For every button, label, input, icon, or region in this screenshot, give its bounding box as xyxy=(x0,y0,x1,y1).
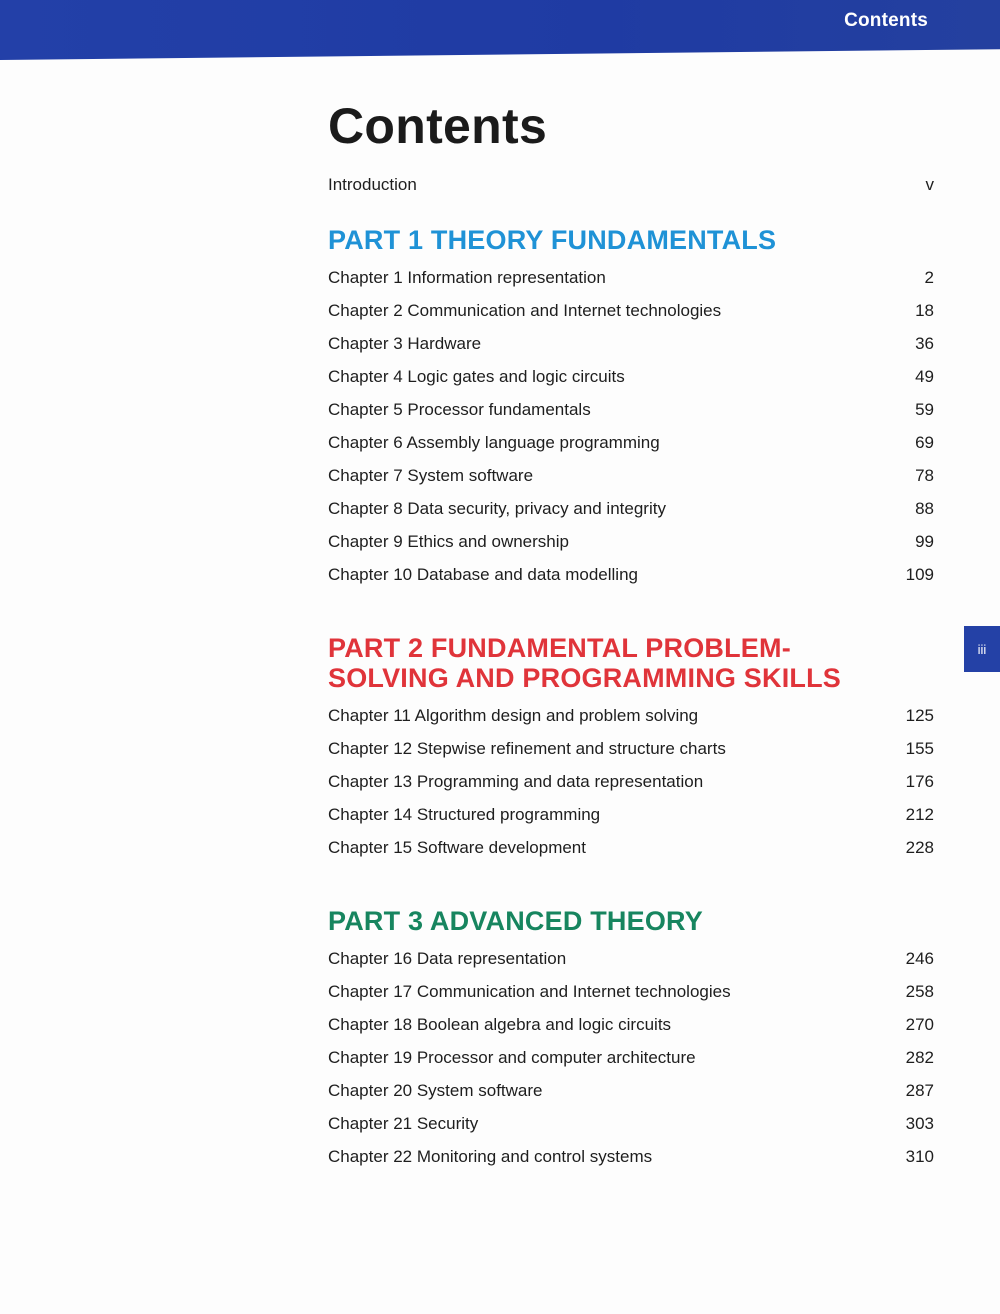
toc-entry-page: 176 xyxy=(905,772,934,791)
toc-entry-chapter-19[interactable] xyxy=(328,1041,934,1074)
toc-entry-label: Chapter 7 System software xyxy=(328,466,534,485)
toc-entry-chapter-21[interactable] xyxy=(328,1107,934,1140)
page-number-tab: iii xyxy=(964,626,1000,672)
toc-entry-label: Chapter 14 Structured programming xyxy=(328,805,601,824)
toc-entry-page: 2 xyxy=(924,268,934,287)
toc-entry-chapter-6[interactable] xyxy=(328,426,934,459)
toc-entry-page: 303 xyxy=(905,1114,934,1133)
toc-entry-label: Chapter 21 Security xyxy=(328,1114,479,1133)
toc-entry-label: Chapter 1 Information representation xyxy=(328,268,606,287)
toc-entry-introduction[interactable] xyxy=(328,168,934,201)
toc-entry-chapter-9[interactable] xyxy=(328,525,934,558)
page-title: Contents xyxy=(328,98,548,154)
toc-entry-label: Chapter 12 Stepwise refinement and structure charts xyxy=(328,739,726,758)
toc-entry-label: Introduction xyxy=(328,175,417,194)
toc-entry-page: 282 xyxy=(905,1048,934,1067)
toc-entry-page: 78 xyxy=(915,466,934,485)
toc-entry-chapter-1[interactable] xyxy=(328,261,934,294)
toc-entry-page: 125 xyxy=(905,706,934,725)
toc-entry-chapter-8[interactable] xyxy=(328,492,934,525)
toc-entry-chapter-3[interactable] xyxy=(328,327,934,360)
toc-entry-label: Chapter 4 Logic gates and logic circuits xyxy=(328,367,625,386)
part-2-heading xyxy=(328,633,934,693)
toc-entry-page: 49 xyxy=(915,367,934,386)
toc-entry-label: Chapter 8 Data security, privacy and integrity xyxy=(328,499,666,518)
part-1-list xyxy=(328,261,934,591)
toc-entry-page: 258 xyxy=(905,982,934,1001)
running-head: Contents xyxy=(844,10,928,31)
toc xyxy=(328,96,934,1173)
toc-entry-chapter-11[interactable] xyxy=(328,699,934,732)
toc-entry-page: 212 xyxy=(905,805,934,824)
toc-entry-label: Chapter 10 Database and data modelling xyxy=(328,565,638,584)
part-2-list xyxy=(328,699,934,864)
toc-entry-label: Chapter 18 Boolean algebra and logic circuits xyxy=(328,1015,672,1034)
toc-entry-label: Chapter 2 Communication and Internet technologies xyxy=(328,301,722,320)
toc-entry-page: 36 xyxy=(915,334,934,353)
toc-entry-chapter-16[interactable] xyxy=(328,942,934,975)
toc-entry-chapter-22[interactable] xyxy=(328,1140,934,1173)
toc-entry-chapter-7[interactable] xyxy=(328,459,934,492)
toc-entry-label: Chapter 20 System software xyxy=(328,1081,543,1100)
part-2-heading-line-1: PART 2 FUNDAMENTAL PROBLEM- xyxy=(328,633,791,663)
part-3-list xyxy=(328,942,934,1173)
toc-entry-page: v xyxy=(925,175,934,194)
part-2-heading-line-2: SOLVING AND PROGRAMMING SKILLS xyxy=(328,663,842,693)
toc-entry-chapter-4[interactable] xyxy=(328,360,934,393)
toc-entry-label: Chapter 15 Software development xyxy=(328,838,586,857)
toc-entry-chapter-10[interactable] xyxy=(328,558,934,591)
toc-entry-page: 18 xyxy=(915,301,934,320)
toc-entry-chapter-12[interactable] xyxy=(328,732,934,765)
toc-entry-label: Chapter 19 Processor and computer architecture xyxy=(328,1048,696,1067)
toc-entry-label: Chapter 16 Data representation xyxy=(328,949,567,968)
toc-entry-page: 228 xyxy=(905,838,934,857)
toc-entry-page: 270 xyxy=(905,1015,934,1034)
toc-entry-page: 109 xyxy=(905,565,934,584)
part-1-heading: PART 1 THEORY FUNDAMENTALS xyxy=(328,225,777,255)
toc-entry-chapter-5[interactable] xyxy=(328,393,934,426)
toc-entry-label: Chapter 11 Algorithm design and problem solving xyxy=(328,706,699,725)
toc-entry-label: Chapter 22 Monitoring and control systems xyxy=(328,1147,653,1166)
toc-entry-label: Chapter 13 Programming and data representation xyxy=(328,772,704,791)
toc-entry-page: 287 xyxy=(905,1081,934,1100)
toc-entry-label: Chapter 3 Hardware xyxy=(328,334,482,353)
toc-entry-page: 310 xyxy=(905,1147,934,1166)
toc-entry-page: 59 xyxy=(915,400,934,419)
toc-entry-chapter-18[interactable] xyxy=(328,1008,934,1041)
toc-entry-chapter-14[interactable] xyxy=(328,798,934,831)
toc-entry-page: 69 xyxy=(915,433,934,452)
toc-entry-chapter-2[interactable] xyxy=(328,294,934,327)
toc-entry-label: Chapter 5 Processor fundamentals xyxy=(328,400,591,419)
toc-entry-page: 246 xyxy=(905,949,934,968)
toc-entry-page: 99 xyxy=(915,532,934,551)
toc-entry-label: Chapter 17 Communication and Internet technologies xyxy=(328,982,731,1001)
toc-entry-page: 155 xyxy=(905,739,934,758)
toc-entry-chapter-13[interactable] xyxy=(328,765,934,798)
toc-entry-label: Chapter 9 Ethics and ownership xyxy=(328,532,569,551)
toc-entry-chapter-20[interactable] xyxy=(328,1074,934,1107)
toc-entry-chapter-17[interactable] xyxy=(328,975,934,1008)
toc-entry-label: Chapter 6 Assembly language programming xyxy=(328,433,660,452)
toc-entry-chapter-15[interactable] xyxy=(328,831,934,864)
toc-entry-page: 88 xyxy=(915,499,934,518)
part-3-heading: PART 3 ADVANCED THEORY xyxy=(328,906,703,936)
